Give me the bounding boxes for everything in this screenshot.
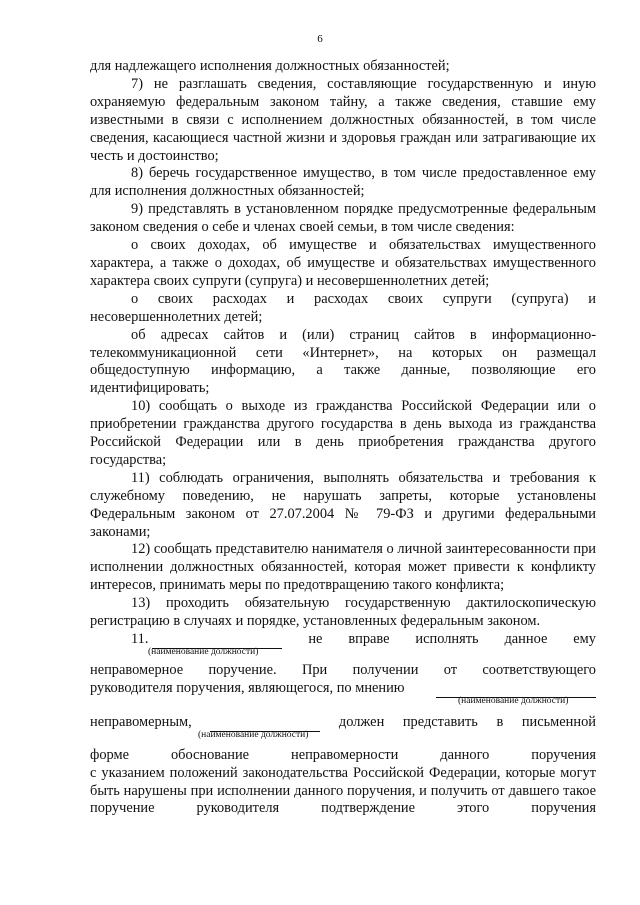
word: неправомерности (291, 746, 399, 763)
word: данное (504, 631, 548, 648)
item-11: 11) соблюдать ограничения, выполнять обязательства и требования к служебному поведению, не нарушать запреты, которые установлены Федеральным законом от 27.07.2004 № 79-ФЗ и другими федеральными законами; (90, 469, 596, 540)
caption-row-1 (90, 649, 596, 662)
word: форме (90, 746, 129, 763)
section-11-line-2 (90, 662, 596, 680)
item-12: 12) сообщать представителю нанимателя о личной заинтересованности при исполнении должностных обязанностей, которая может привести к конфликту интересов, принимать меры по предотвращению такого конфликта; (90, 541, 596, 594)
item-9-incomes: о своих доходах, об имуществе и обязательствах имущественного характера, а также о доходах, об имуществе и обязательствах имущественного характера своих супруги (супруга) и несовершеннолетних детей; (90, 237, 596, 289)
word: представить (402, 713, 478, 730)
position-caption-3: (наименование должности) (198, 729, 309, 740)
word: должен (338, 713, 385, 730)
line-text: руководителя поручения, являющегося, по мнению (90, 679, 405, 696)
section-11-line-4 (90, 714, 596, 732)
item-13: 13) проходить обязательную государственную дактилоскопическую регистрацию в случаях и порядке, установленных федеральным законом. (90, 595, 596, 630)
word: исполнять (415, 631, 479, 648)
line-continuation: для надлежащего исполнения должностных обязанностей; (90, 58, 450, 74)
item-9: 9) представлять в установленном порядке предусмотренные федеральным законом сведения о себе и членах своей семьи, в том числе сведения: (90, 201, 596, 236)
position-caption-2: (наименование должности) (458, 695, 569, 706)
item-9-expenses: о своих расходах и расходах своих супруги (супруга) и несовершеннолетних детей; (90, 290, 596, 325)
caption-row-2 (90, 695, 596, 711)
page-number: 6 (317, 33, 323, 45)
word: неправомерное (90, 662, 184, 678)
word: письменной (521, 713, 596, 730)
caption-row-3 (90, 729, 596, 745)
word: поручение. (208, 662, 277, 678)
word: от (443, 662, 458, 678)
word: При (301, 662, 328, 678)
word: в (496, 713, 504, 730)
item-7: 7) не разглашать сведения, составляющие государственную и иную охраняемую федеральным законом тайну, а также сведения, ставшие ему известными в связи с исполнением должностных обязанностей, в том числе сведения, касающиеся частной жизни и здоровья граждан или затрагивающие их честь и достоинство; (90, 75, 596, 164)
item-10: 10) сообщать о выходе из гражданства Российской Федерации или о приобретении гражданства другого государства в день выхода из гражданства Российской Федерации или в день приобретения гражданства другого государства; (90, 398, 596, 468)
word: обоснование (170, 746, 250, 763)
document-body (90, 58, 596, 818)
word: соответствующего (482, 662, 596, 678)
word: данного (440, 746, 490, 763)
word: поручения (531, 746, 596, 763)
word: ему (573, 631, 596, 648)
section-11-number: 11. (131, 631, 149, 648)
item-9-websites: об адресах сайтов и (или) страниц сайтов в информационно-телекоммуникационной сети «Интернет», на которых он размещал общедоступную информацию, а также данные, позволяющие его идентифицировать; (90, 326, 596, 397)
word: неправомерным, (90, 713, 192, 730)
item-8: 8) беречь государственное имущество, в том числе предоставленное ему для исполнения должностных обязанностей; (90, 165, 596, 200)
word: получении (352, 662, 419, 678)
section-11-rest: с указанием положений законодательства Российской Федерации, которые могут быть нарушены при исполнении данного поручения, и получить от давшего такое поручение руководителя подтверждение этого поручения (90, 764, 596, 817)
position-caption-1: (наименование должности) (148, 647, 259, 657)
section-11-line-5 (90, 747, 596, 765)
word: вправе (348, 631, 390, 648)
word: не (308, 631, 323, 648)
